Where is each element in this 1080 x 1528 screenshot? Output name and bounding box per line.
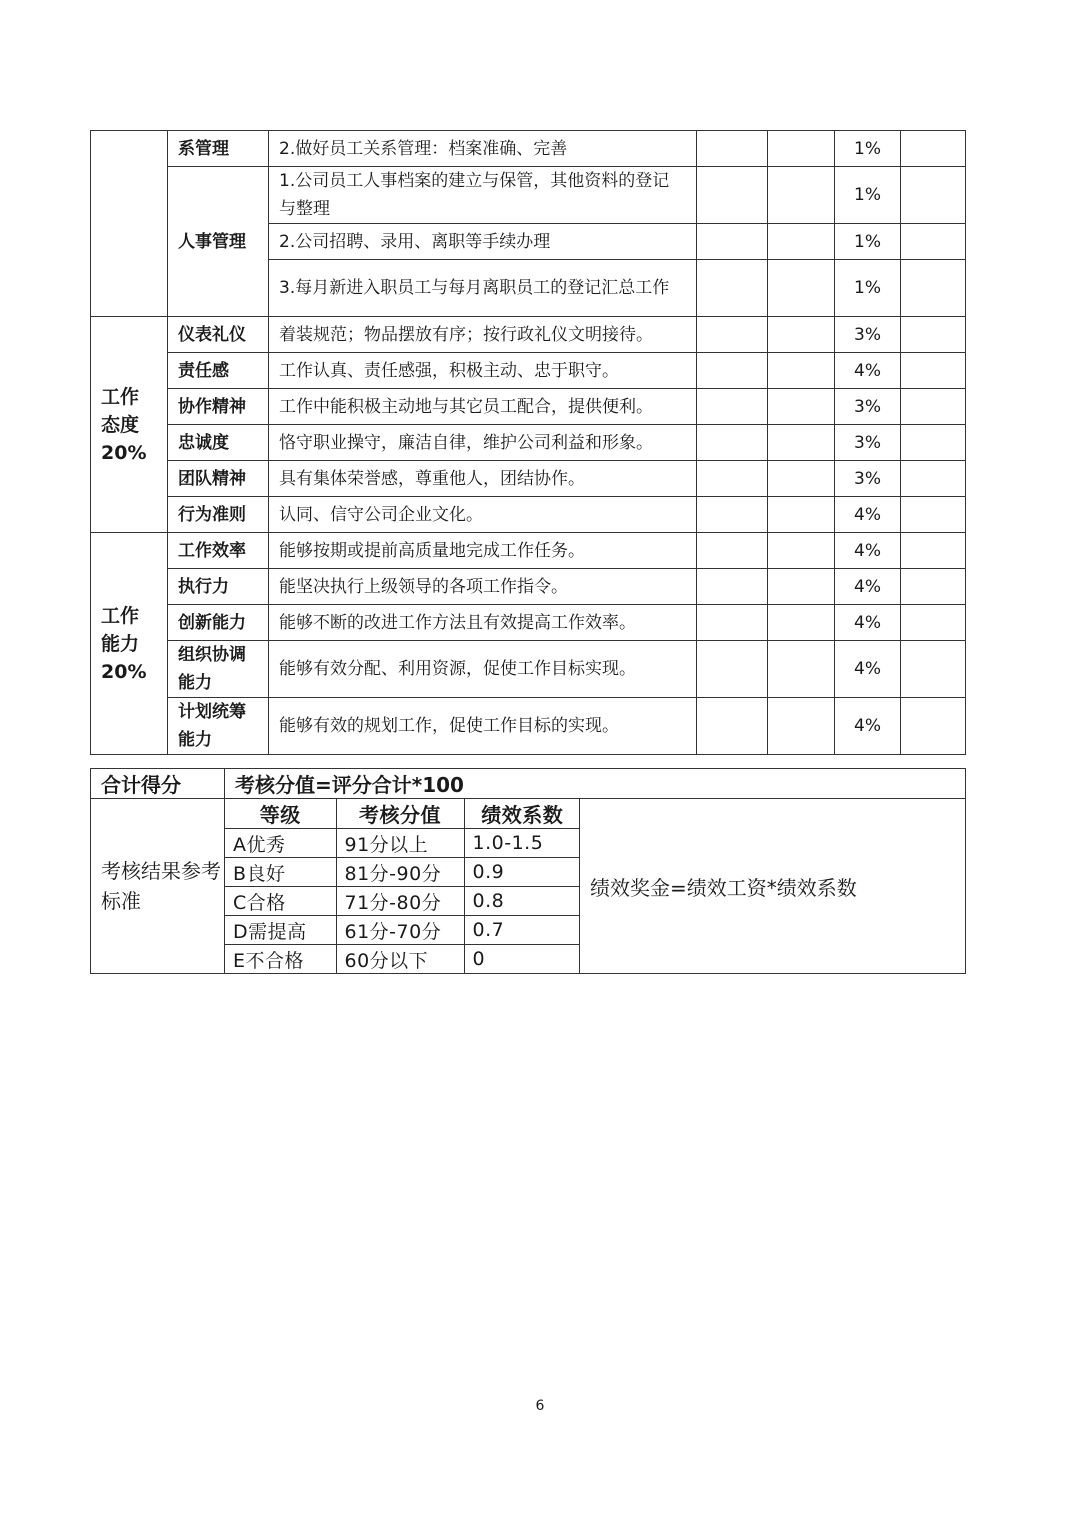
category-label: 工作态度20%: [91, 317, 168, 533]
sub-item-label: 计划统筹能力: [168, 698, 269, 755]
total-row: [91, 769, 966, 799]
score-cell: [768, 569, 835, 605]
score-cell: [697, 497, 768, 533]
score-cell: [768, 131, 835, 167]
table-row: [91, 497, 966, 533]
bonus-formula: 绩效奖金=绩效工资*绩效系数: [580, 799, 966, 974]
sub-item-label: 忠诚度: [168, 425, 269, 461]
criteria-text: 能够不断的改进工作方法且有效提高工作效率。: [269, 605, 697, 641]
score-cell: [768, 533, 835, 569]
criteria-text: 能够按期或提前高质量地完成工作任务。: [269, 533, 697, 569]
criteria-text: 2.公司招聘、录用、离职等手续办理: [269, 224, 697, 260]
score-cell: [901, 167, 966, 224]
category-label: 工作能力20%: [91, 533, 168, 755]
weight-value: 3%: [835, 425, 901, 461]
weight-value: 4%: [835, 698, 901, 755]
grade-level: A优秀: [225, 829, 336, 858]
weight-value: 4%: [835, 569, 901, 605]
sub-item-label: 行为准则: [168, 497, 269, 533]
score-cell: [768, 260, 835, 317]
sub-item-label: 协作精神: [168, 389, 269, 425]
score-cell: [697, 698, 768, 755]
coefficient: 0.8: [464, 887, 580, 916]
criteria-text: 能坚决执行上级领导的各项工作指令。: [269, 569, 697, 605]
weight-value: 4%: [835, 533, 901, 569]
score-cell: [697, 353, 768, 389]
score-cell: [768, 317, 835, 353]
score-cell: [697, 641, 768, 698]
result-standard-label: 考核结果参考标准: [91, 799, 225, 974]
grade-table-cell: [225, 799, 580, 974]
sub-item-label: 创新能力: [168, 605, 269, 641]
score-cell: [901, 698, 966, 755]
score-cell: [901, 425, 966, 461]
coefficient: 1.0-1.5: [464, 829, 580, 858]
table-row: [91, 569, 966, 605]
score-cell: [697, 260, 768, 317]
weight-value: 4%: [835, 353, 901, 389]
score-range: 61分-70分: [336, 916, 464, 945]
score-cell: [768, 641, 835, 698]
weight-value: 1%: [835, 167, 901, 224]
score-range: 91分以上: [336, 829, 464, 858]
sub-item-label: 组织协调能力: [168, 641, 269, 698]
score-cell: [901, 569, 966, 605]
grade-level: B良好: [225, 858, 336, 887]
score-cell: [697, 533, 768, 569]
score-cell: [901, 260, 966, 317]
coefficient-header: 绩效系数: [464, 799, 580, 829]
grade-row: [225, 945, 580, 974]
score-cell: [697, 131, 768, 167]
weight-value: 4%: [835, 641, 901, 698]
page-number: 6: [535, 1398, 545, 1414]
table-row: [91, 131, 966, 167]
category-cell: [91, 131, 168, 317]
table-row: [91, 533, 966, 569]
table-row: [91, 698, 966, 755]
criteria-text: 具有集体荣誉感，尊重他人，团结协作。: [269, 461, 697, 497]
criteria-text: 工作认真、责任感强，积极主动、忠于职守。: [269, 353, 697, 389]
score-cell: [768, 497, 835, 533]
criteria-text: 2.做好员工关系管理：档案准确、完善: [269, 131, 697, 167]
sub-item-label: 仪表礼仪: [168, 317, 269, 353]
score-cell: [697, 605, 768, 641]
grade-table: [225, 799, 580, 973]
score-cell: [697, 317, 768, 353]
criteria-text: 能够有效分配、利用资源，促使工作目标实现。: [269, 641, 697, 698]
score-cell: [901, 353, 966, 389]
score-cell: [768, 425, 835, 461]
total-score-formula: 考核分值=评分合计*100: [225, 769, 966, 799]
score-cell: [697, 224, 768, 260]
grade-row: [225, 829, 580, 858]
grade-row: [225, 916, 580, 945]
grade-row: [225, 887, 580, 916]
score-cell: [768, 698, 835, 755]
kpi-table: [90, 130, 966, 755]
grade-level: E不合格: [225, 945, 336, 974]
score-cell: [768, 167, 835, 224]
weight-value: 1%: [835, 260, 901, 317]
score-cell: [768, 605, 835, 641]
sub-item-label: 团队精神: [168, 461, 269, 497]
score-cell: [697, 167, 768, 224]
result-table: [90, 768, 966, 974]
score-range: 81分-90分: [336, 858, 464, 887]
criteria-text: 恪守职业操守，廉洁自律，维护公司利益和形象。: [269, 425, 697, 461]
score-cell: [697, 461, 768, 497]
weight-value: 3%: [835, 389, 901, 425]
total-score-label: 合计得分: [91, 769, 225, 799]
table-row: [91, 389, 966, 425]
score-cell: [768, 461, 835, 497]
grade-header-row: [225, 799, 580, 829]
score-cell: [901, 497, 966, 533]
coefficient: 0.7: [464, 916, 580, 945]
grade-row: [225, 858, 580, 887]
table-row: [91, 167, 966, 224]
score-cell: [901, 389, 966, 425]
criteria-text: 3.每月新进入职员工与每月离职员工的登记汇总工作: [269, 260, 697, 317]
table-row: [91, 461, 966, 497]
sub-item-label: 工作效率: [168, 533, 269, 569]
table-row: [91, 353, 966, 389]
score-range: 71分-80分: [336, 887, 464, 916]
score-cell: [901, 605, 966, 641]
score-cell: [768, 389, 835, 425]
grade-level: D需提高: [225, 916, 336, 945]
sub-item-label: 执行力: [168, 569, 269, 605]
coefficient: 0.9: [464, 858, 580, 887]
weight-value: 3%: [835, 317, 901, 353]
criteria-text: 1.公司员工人事档案的建立与保管，其他资料的登记与整理: [269, 167, 697, 224]
weight-value: 4%: [835, 605, 901, 641]
grade-header: 等级: [225, 799, 336, 829]
score-cell: [901, 317, 966, 353]
score-cell: [697, 425, 768, 461]
sub-item-label: 责任感: [168, 353, 269, 389]
criteria-text: 着装规范；物品摆放有序；按行政礼仪文明接待。: [269, 317, 697, 353]
grade-level: C合格: [225, 887, 336, 916]
weight-value: 3%: [835, 461, 901, 497]
table-row: [91, 425, 966, 461]
score-cell: [697, 389, 768, 425]
weight-value: 4%: [835, 497, 901, 533]
coefficient: 0: [464, 945, 580, 974]
score-cell: [901, 533, 966, 569]
score-cell: [697, 569, 768, 605]
criteria-text: 工作中能积极主动地与其它员工配合，提供便利。: [269, 389, 697, 425]
weight-value: 1%: [835, 131, 901, 167]
score-cell: [768, 224, 835, 260]
result-row: [91, 799, 966, 974]
criteria-text: 能够有效的规划工作，促使工作目标的实现。: [269, 698, 697, 755]
table-row: [91, 317, 966, 353]
score-range: 60分以下: [336, 945, 464, 974]
score-cell: [768, 353, 835, 389]
score-cell: [901, 641, 966, 698]
score-cell: [901, 131, 966, 167]
sub-item-label: 系管理: [168, 131, 269, 167]
weight-value: 1%: [835, 224, 901, 260]
score-range-header: 考核分值: [336, 799, 464, 829]
score-cell: [901, 461, 966, 497]
sub-item-label: 人事管理: [168, 167, 269, 317]
score-cell: [901, 224, 966, 260]
table-row: [91, 641, 966, 698]
table-row: [91, 605, 966, 641]
criteria-text: 认同、信守公司企业文化。: [269, 497, 697, 533]
